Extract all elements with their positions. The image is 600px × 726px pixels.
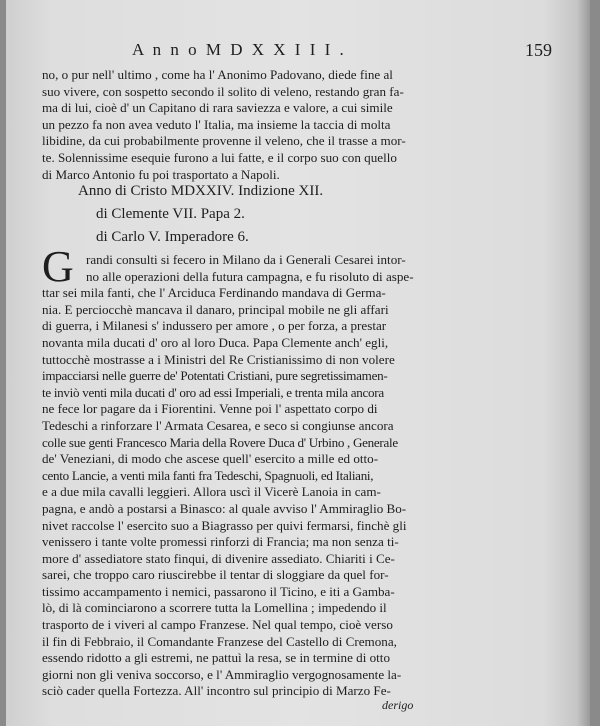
heading-line-year: Anno di Cristo MDXXIV. Indizione XII. [78,183,324,199]
text-line: Tedeschi a rinforzare l' Armata Cesarea, e seco si congiunse ancora [42,417,394,433]
heading-line-emperor: di Carlo V. Imperadore 6. [96,229,249,245]
book-page [6,0,590,726]
text-line: randi consulti si fecero in Milano da i Generali Cesarei intor- [86,252,406,267]
text-line: nia. E perciocchè mancava il danaro, principal mobile ne gli affari [42,301,389,317]
text-line: il fin di Febbraio, il Comandante Franzese del Castello di Cremona, [42,633,397,649]
text-line: venissero i tante volte promessi rinforzi di Francia; ma non senza ti- [42,534,399,550]
text-line: lò, di là cominciarono a scorrere tutta la Lomellina ; impedendo il [42,600,387,616]
text-line: tissimo accampamento i nemici, passarono il Ticino, e iti a Gamba- [42,583,395,599]
text-line: novanta mila ducati d' oro al loro Duca. Papa Clemente anch' egli, [42,334,389,350]
text-line: ttar sei mila fanti, che l' Arciduca Ferdinando mandava di Germa- [42,285,386,301]
heading-line-pope: di Clemente VII. Papa 2. [96,206,245,222]
text-line: suo vivere, con sospetto secondo il solito di veleno, restando gran fa- [42,83,404,99]
page-header [132,40,552,62]
text-line: no, o pur nell' ultimo , come ha l' Anonimo Padovano, diede fine al [42,67,393,82]
running-title: A n n o M D X X I I I . [132,40,347,59]
text-line: de' Veneziani, di modo che ascese quell' esercito a mille ed otto- [42,451,379,467]
text-line: more d' assediatore stato finqui, di divenire assediato. Chiariti i Ce- [42,550,395,566]
text-line: impacciarsi nelle guerre de' Potentati Cristiani, pure segretissimamen- [42,368,388,384]
text-line: di Marco Antonio fu poi trasportato a Napoli. [42,166,280,182]
paragraph-main [42,252,434,700]
text-line: pagna, e andò a postarsi a Binasco: al quale avviso l' Ammiraglio Bo- [42,500,407,516]
text-line: cento Lancie, a venti mila fanti fra Tedeschi, Spagnuoli, ed Italiani, [42,467,374,483]
text-line: di guerra, i Milanesi s' indussero per amore , o per forza, a prestar [42,318,387,334]
year-heading [78,180,323,249]
page-edge-shadow [576,0,590,726]
text-line: colle sue genti Francesco Maria della Rovere Duca d' Urbino , Generale [42,434,398,450]
text-line: trasporto de i viveri al campo Franzese. Nel qual tempo, cioè verso [42,617,393,633]
paragraph-continued [42,67,434,183]
text-line: un pezzo fa non avea veduto l' Italia, ma insieme la taccia di molta [42,116,391,132]
text-line: sarei, che troppo caro riuscirebbe il tentar di sloggiare da quel for- [42,567,389,583]
text-line: ma di lui, cioè d' un Capitano di rara saviezza e valore, a cui simile [42,100,393,116]
drop-cap: G [42,242,74,291]
text-line: e a due mila cavalli leggieri. Allora uscì il Vicerè Lanoia in cam- [42,484,381,500]
text-line: ne fece lor pagare da i Fiorentini. Venne poi l' aspettato corpo di [42,401,378,417]
text-line: nivet raccolse l' esercito suo a Biagrasso per quivi fermarsi, finchè gli [42,517,407,533]
text-line: no alle operazioni della futura campagna, e fu risoluto di aspe- [86,268,414,284]
text-line: libidine, da cui probabilmente provenne il veleno, che il trasse a mor- [42,133,406,149]
text-line: sciò cader quella Fortezza. All' incontro sul principio di Marzo Fe- [42,683,391,699]
catchword: derigo [382,698,414,712]
text-line: essendo ridotto a gli estremi, ne pattuì la resa, se in termine di otto [42,650,390,666]
text-line: tuttocchè mostrasse a i Ministri del Re Cristianissimo di non volere [42,351,395,367]
page-number: 159 [525,40,552,60]
text-line: giorni non gli veniva soccorso, e l' Ammiraglio vergognosamente la- [42,666,402,682]
text-line: te inviò venti mila ducati d' oro ad essi Imperiali, e trenta mila ancora [42,384,384,400]
text-line: te. Solennissime esequie furono a lui fatte, e il corpo suo con quello [42,149,397,165]
